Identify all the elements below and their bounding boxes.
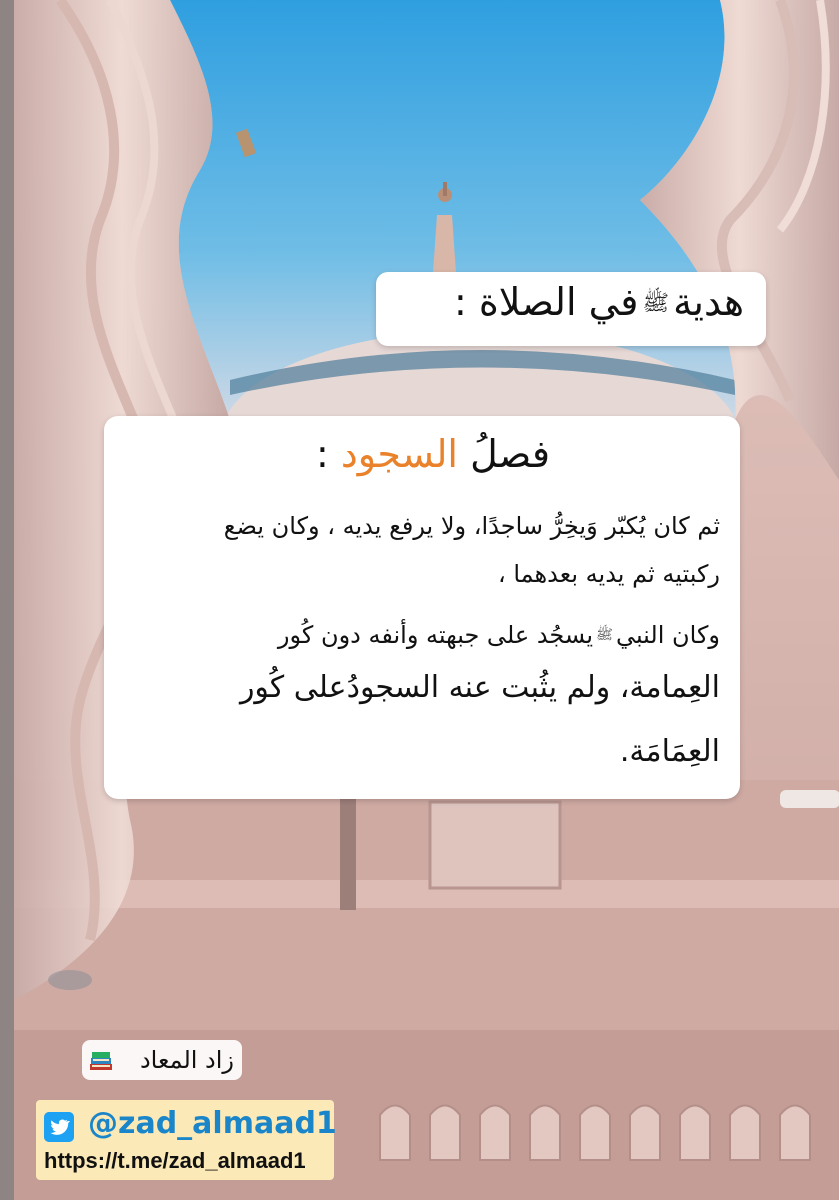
books-icon <box>88 1048 114 1072</box>
body-line-2: ركبتيه ثم يديه بعدهما ، <box>497 560 720 588</box>
channel-name-badge <box>82 1040 242 1080</box>
body-line-4: العِمامة، ولم يثُبت عنه السجودُعلى كُور <box>239 670 720 705</box>
body-line-1: ثم كان يُكبّر وَيخِرُّ ساجدًا، ولا يرفع يديه ، وكان يضع <box>223 512 720 540</box>
title-card <box>376 272 766 346</box>
title-text-after: في الصلاة : <box>454 280 639 324</box>
body-line-3 <box>122 621 720 649</box>
honorific-glyph: ﷺ <box>642 290 670 316</box>
twitter-icon <box>44 1112 74 1142</box>
telegram-link[interactable]: https://t.me/zad_almaad1 <box>44 1148 306 1173</box>
title-text-before: هدية <box>673 280 744 324</box>
social-links-box <box>36 1100 337 1180</box>
body-line-3-after: يسجُد على جبهته وأنفه دون كُور <box>277 621 594 649</box>
title-text <box>454 280 744 324</box>
content-card <box>104 416 740 799</box>
heading-suffix: : <box>315 432 341 476</box>
heading-prefix: فصلُ <box>470 432 550 476</box>
honorific-glyph-inline: ﷺ <box>596 627 613 643</box>
twitter-handle[interactable]: @zad_almaad1 <box>88 1106 337 1141</box>
section-heading <box>316 432 550 476</box>
body-line-5: العِمَامَة. <box>619 734 720 769</box>
body-line-3-before: وكان النبي <box>615 621 720 649</box>
heading-accent: السجود <box>340 432 458 476</box>
channel-name: زاد المعاد <box>139 1046 234 1074</box>
